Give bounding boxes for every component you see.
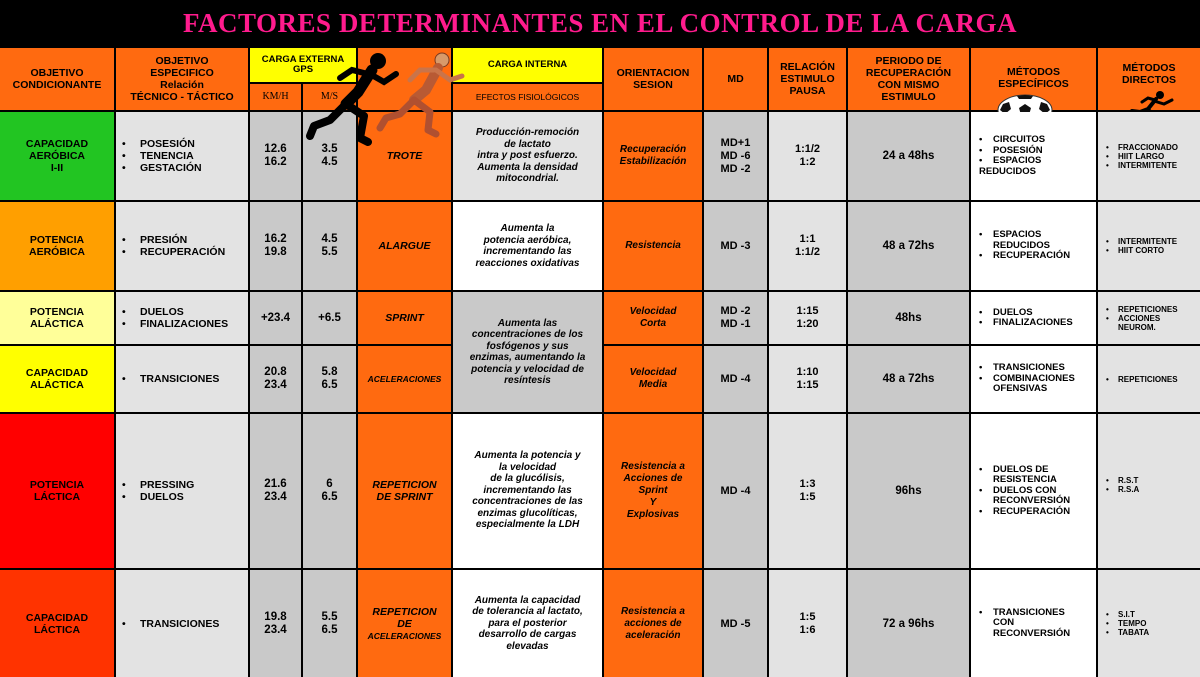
kmh-cell: 21.6 23.4	[250, 414, 301, 568]
carga-interna-cell: REPETICION DE SPRINT	[358, 414, 451, 568]
list-item: • REPETICIONES	[1106, 375, 1200, 384]
carga-interna-cell: ALARGUE	[358, 202, 451, 290]
list-item: • ACCIONES NEUROM.	[1106, 314, 1170, 332]
ms-cell: 4.5 5.5	[303, 202, 356, 290]
especifico-list	[116, 373, 219, 385]
objetivo-capacidad-alactica: CAPACIDAD ALÁCTICA	[0, 346, 114, 412]
metodos-especificos-cell	[971, 112, 1096, 200]
list-item: • HIIT LARGO	[1106, 152, 1200, 161]
kmh-cell: +23.4	[250, 292, 301, 344]
carga-interna-cell: TROTE	[358, 112, 451, 200]
metodos-especificos-extra: REDUCIDOS	[979, 165, 1037, 177]
metodos-directos-cell	[1098, 346, 1200, 412]
list-item: • RECUPERACIÓN	[122, 246, 225, 258]
list-item: • TENENCIA	[122, 150, 202, 162]
md-cell: MD -2 MD -1	[704, 292, 767, 344]
metodos-especificos-list	[971, 608, 1096, 640]
metodos-especificos-cell	[971, 202, 1096, 290]
list-item: • FINALIZACIONES	[979, 318, 1096, 329]
objetivo-capacidad-lactica: CAPACIDAD LÁCTICA	[0, 570, 114, 677]
header-metodos-especificos: MÉTODOS ESPECÍFICOS	[971, 48, 1096, 110]
list-item: • S.I.T	[1106, 610, 1200, 619]
metodos-directos-list	[1098, 476, 1200, 494]
efectos-cell: Aumenta la capacidad de tolerancia al lactato, para el posterior desarrollo de cargas elevadas	[453, 570, 602, 677]
carga-interna-cell: ACELERACIONES	[358, 346, 451, 412]
metodos-especificos-list	[971, 135, 1096, 167]
periodo-cell: 24 a 48hs	[848, 112, 969, 200]
list-item: • POSESIÓN	[122, 138, 202, 150]
efectos-alactico-cell: Aumenta las concentraciones de los fosfógenos y sus enzimas, aumentando la potencia y velocidad de resíntesis	[453, 292, 602, 412]
kmh-cell: 12.6 16.2	[250, 112, 301, 200]
orientacion-cell: Resistencia a acciones de aceleración	[604, 570, 702, 677]
list-item: • TRANSICIONES	[122, 373, 219, 385]
especifico-cell	[116, 292, 248, 344]
list-item: • TRANSICIONES CON RECONVERSIÓN	[979, 608, 1058, 640]
orientacion-cell: Resistencia a Acciones de Sprint Y Explosivas	[604, 414, 702, 568]
list-item: • PRESSING	[122, 479, 194, 491]
list-item: • COMBINACIONES OFENSIVAS	[979, 374, 1096, 395]
metodos-especificos-cell	[971, 570, 1096, 677]
metodos-directos-list	[1098, 305, 1200, 332]
list-item: • HIIT CORTO	[1106, 246, 1200, 255]
relacion-cell: 1:1/2 1:2	[769, 112, 846, 200]
md-cell: MD -4	[704, 414, 767, 568]
list-item: • R.S.A	[1106, 485, 1200, 494]
especifico-cell	[116, 202, 248, 290]
periodo-cell: 48 a 72hs	[848, 346, 969, 412]
header-orientacion: ORIENTACION SESION	[604, 48, 702, 110]
list-item: • INTERMITENTE	[1106, 161, 1200, 170]
list-item: • ESPACIOS REDUCIDOS	[979, 230, 1056, 251]
periodo-cell: 48 a 72hs	[848, 202, 969, 290]
efectos-cell: Aumenta la potencia aeróbica, incrementando las reacciones oxidativas	[453, 202, 602, 290]
header-relacion: RELACIÓN ESTIMULO PAUSA	[769, 48, 846, 110]
metodos-especificos-cell	[971, 414, 1096, 568]
kmh-cell: 16.2 19.8	[250, 202, 301, 290]
especifico-list	[116, 138, 202, 174]
objetivo-potencia-alactica: POTENCIA ALÁCTICA	[0, 292, 114, 344]
anatomy-runner-icon	[372, 50, 472, 142]
ms-cell: 5.5 6.5	[303, 570, 356, 677]
metodos-directos-cell	[1098, 414, 1200, 568]
header-ms: M/S	[303, 84, 356, 110]
especifico-list	[116, 306, 228, 330]
list-item: • DUELOS	[122, 491, 194, 503]
kmh-cell: 19.8 23.4	[250, 570, 301, 677]
especifico-cell	[116, 346, 248, 412]
orientacion-cell: Recuperación Estabilización	[604, 112, 702, 200]
relacion-cell: 1:1 1:1/2	[769, 202, 846, 290]
periodo-cell: 72 a 96hs	[848, 570, 969, 677]
relacion-cell: 1:10 1:15	[769, 346, 846, 412]
header-kmh: KM/H	[250, 84, 301, 110]
list-item: • INTERMITENTE	[1106, 237, 1200, 246]
header-periodo: PERIODO DE RECUPERACIÓN CON MISMO ESTIMULO	[848, 48, 969, 110]
metodos-especificos-list	[971, 308, 1096, 329]
list-item: • TEMPO	[1106, 619, 1200, 628]
header-objetivo-especifico: OBJETIVO ESPECIFICO Relación TÉCNICO - TÁCTICO	[116, 48, 248, 110]
efectos-cell: Producción-remoción de lactato intra y post esfuerzo. Aumenta la densidad mitocondrial.	[453, 112, 602, 200]
periodo-cell: 96hs	[848, 414, 969, 568]
header-objetivo-condicionante: OBJETIVO CONDICIONANTE	[0, 48, 114, 110]
list-item: • PRESIÓN	[122, 234, 225, 246]
list-item: • ESPACIOS	[979, 156, 1096, 167]
header-metodos-directos: MÉTODOS DIRECTOS	[1098, 48, 1200, 110]
metodos-especificos-list	[971, 465, 1096, 518]
header-carga-externa: CARGA EXTERNA GPS	[250, 48, 356, 82]
list-item: • RECUPERACIÓN	[979, 251, 1056, 262]
ms-cell: 3.5 4.5	[303, 112, 356, 200]
page-title: FACTORES DETERMINANTES EN EL CONTROL DE LA CARGA	[183, 8, 1017, 38]
especifico-cell	[116, 570, 248, 677]
list-item: • TABATA	[1106, 628, 1200, 637]
md-cell: MD -4	[704, 346, 767, 412]
ms-cell: +6.5	[303, 292, 356, 344]
orientacion-cell: Velocidad Corta	[604, 292, 702, 344]
relacion-cell: 1:3 1:5	[769, 414, 846, 568]
relacion-cell: 1:15 1:20	[769, 292, 846, 344]
ms-cell: 6 6.5	[303, 414, 356, 568]
especifico-cell	[116, 112, 248, 200]
orientacion-cell: Resistencia	[604, 202, 702, 290]
list-item: • FRACCIONADO	[1106, 143, 1200, 152]
list-item: • TRANSICIONES	[122, 618, 219, 630]
list-item: • RECUPERACIÓN	[979, 507, 1096, 518]
ms-cell: 5.8 6.5	[303, 346, 356, 412]
metodos-directos-cell	[1098, 202, 1200, 290]
list-item: • DUELOS	[122, 306, 228, 318]
list-item: • POSESIÓN	[979, 146, 1096, 157]
objetivo-potencia-aerobica: POTENCIA AERÓBICA	[0, 202, 114, 290]
list-item: • DUELOS DE RESISTENCIA	[979, 465, 1096, 486]
list-item: • REPETICIONES	[1106, 305, 1170, 314]
metodos-directos-list	[1098, 237, 1200, 255]
kmh-cell: 20.8 23.4	[250, 346, 301, 412]
header-md: MD	[704, 48, 767, 110]
metodos-directos-list	[1098, 610, 1200, 637]
list-item: • DUELOS CON RECONVERSIÓN	[979, 486, 1096, 507]
md-cell: MD -5	[704, 570, 767, 677]
metodos-directos-list	[1098, 143, 1200, 170]
objetivo-capacidad-aerobica: CAPACIDAD AERÓBICA I-II	[0, 112, 114, 200]
carga-interna-cell: REPETICION DE ACELERACIONES	[358, 570, 451, 677]
list-item: • R.S.T	[1106, 476, 1200, 485]
metodos-especificos-list	[971, 363, 1096, 395]
especifico-list	[116, 234, 225, 258]
metodos-especificos-cell	[971, 346, 1096, 412]
header-carga-interna: CARGA INTERNA	[453, 48, 602, 82]
relacion-cell: 1:5 1:6	[769, 570, 846, 677]
especifico-cell	[116, 414, 248, 568]
list-item: • CIRCUITOS	[979, 135, 1096, 146]
especifico-list	[116, 479, 194, 503]
objetivo-potencia-lactica: POTENCIA LÁCTICA	[0, 414, 114, 568]
efectos-cell: Aumenta la potencia y la velocidad de la glucólisis, incrementando las concentraciones de las enzimas glucolíticas, especialmente la LDH	[453, 414, 602, 568]
header-efectos: EFECTOS FISIOLÓGICOS	[453, 84, 602, 110]
metodos-especificos-list	[971, 230, 1096, 262]
metodos-directos-list	[1098, 375, 1200, 384]
list-item: • FINALIZACIONES	[122, 318, 228, 330]
metodos-directos-cell	[1098, 112, 1200, 200]
especifico-list	[116, 618, 219, 630]
list-item: • DUELOS	[979, 308, 1096, 319]
carga-interna-cell: SPRINT	[358, 292, 451, 344]
orientacion-cell: Velocidad Media	[604, 346, 702, 412]
metodos-directos-cell	[1098, 292, 1200, 344]
list-item: • TRANSICIONES	[979, 363, 1096, 374]
md-cell: MD+1 MD -6 MD -2	[704, 112, 767, 200]
metodos-directos-cell	[1098, 570, 1200, 677]
md-cell: MD -3	[704, 202, 767, 290]
metodos-especificos-cell	[971, 292, 1096, 344]
list-item: • GESTACIÓN	[122, 162, 202, 174]
periodo-cell: 48hs	[848, 292, 969, 344]
